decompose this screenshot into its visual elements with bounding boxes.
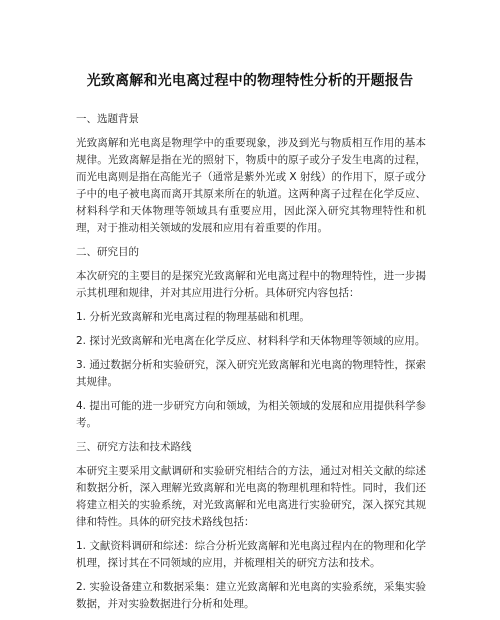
purpose-item-1: 1. 分析光致离解和光电离过程的物理基础和机理。 <box>76 311 310 323</box>
document-title: 光致离解和光电离过程中的物理特性分析的开题报告 <box>86 73 414 89</box>
purpose-item-3: 3. 通过数据分析和实验研究，深入研究光致离解和光电离的物理特性，探索其规律。 <box>76 359 426 388</box>
purpose-item-2: 2. 探讨光致离解和光电离在化学反应、材料科学和天体物理等领域的应用。 <box>76 335 426 347</box>
section-heading-background: 一、选题背景 <box>76 113 139 125</box>
document-body <box>76 111 426 620</box>
section-paragraph-purpose: 本次研究的主要目的是探究光致离解和光电离过程中的物理特性，进一步揭示其机理和规律，并对其应用进行分析。具体研究内容包括： <box>76 270 426 299</box>
purpose-item-4: 4. 提出可能的进一步研究方向和领域，为相关领域的发展和应用提供科学参考。 <box>76 400 426 429</box>
methods-item-2: 2. 实验设备建立和数据采集：建立光致离解和光电离的实验系统，采集实验数据，并对实验数据进行分析和处理。 <box>76 581 426 610</box>
methods-item-1: 1. 文献资料调研和综述：综合分析光致离解和光电离过程内在的物理和化学机理，探讨其在不同领域的应用，并梳理相关的研究方法和技术。 <box>76 540 426 569</box>
section-paragraph-methods: 本研究主要采用文献调研和实验研究相结合的方法，通过对相关文献的综述和数据分析，深入理解光致离解和光电离的物理机理和特性。同时，我们还将建立相关的实验系统，对光致离解和光电离进行实验研究，深入探究其规律和特性。具体的研究技术路线包括： <box>76 465 426 528</box>
section-heading-purpose: 二、研究目的 <box>76 246 139 258</box>
section-paragraph-background: 光致离解和光电离是物理学中的重要现象，涉及到光与物质相互作用的基本规律。光致离解是指在光的照射下，物质中的原子或分子发生电离的过程，而光电离则是指在高能光子（通常是紫外光或 X 射线）的作用下，原子或分子中的电子被电离而离开其原来所在的轨道。这两种离子过程在化学反应、材料科学和天体物理等领域具有重要应用，因此深入研究其物理特性和机理，对于推动相关领域的发展和应用有着重要的作用。 <box>76 137 426 234</box>
section-heading-methods: 三、研究方法和技术路线 <box>76 441 192 453</box>
